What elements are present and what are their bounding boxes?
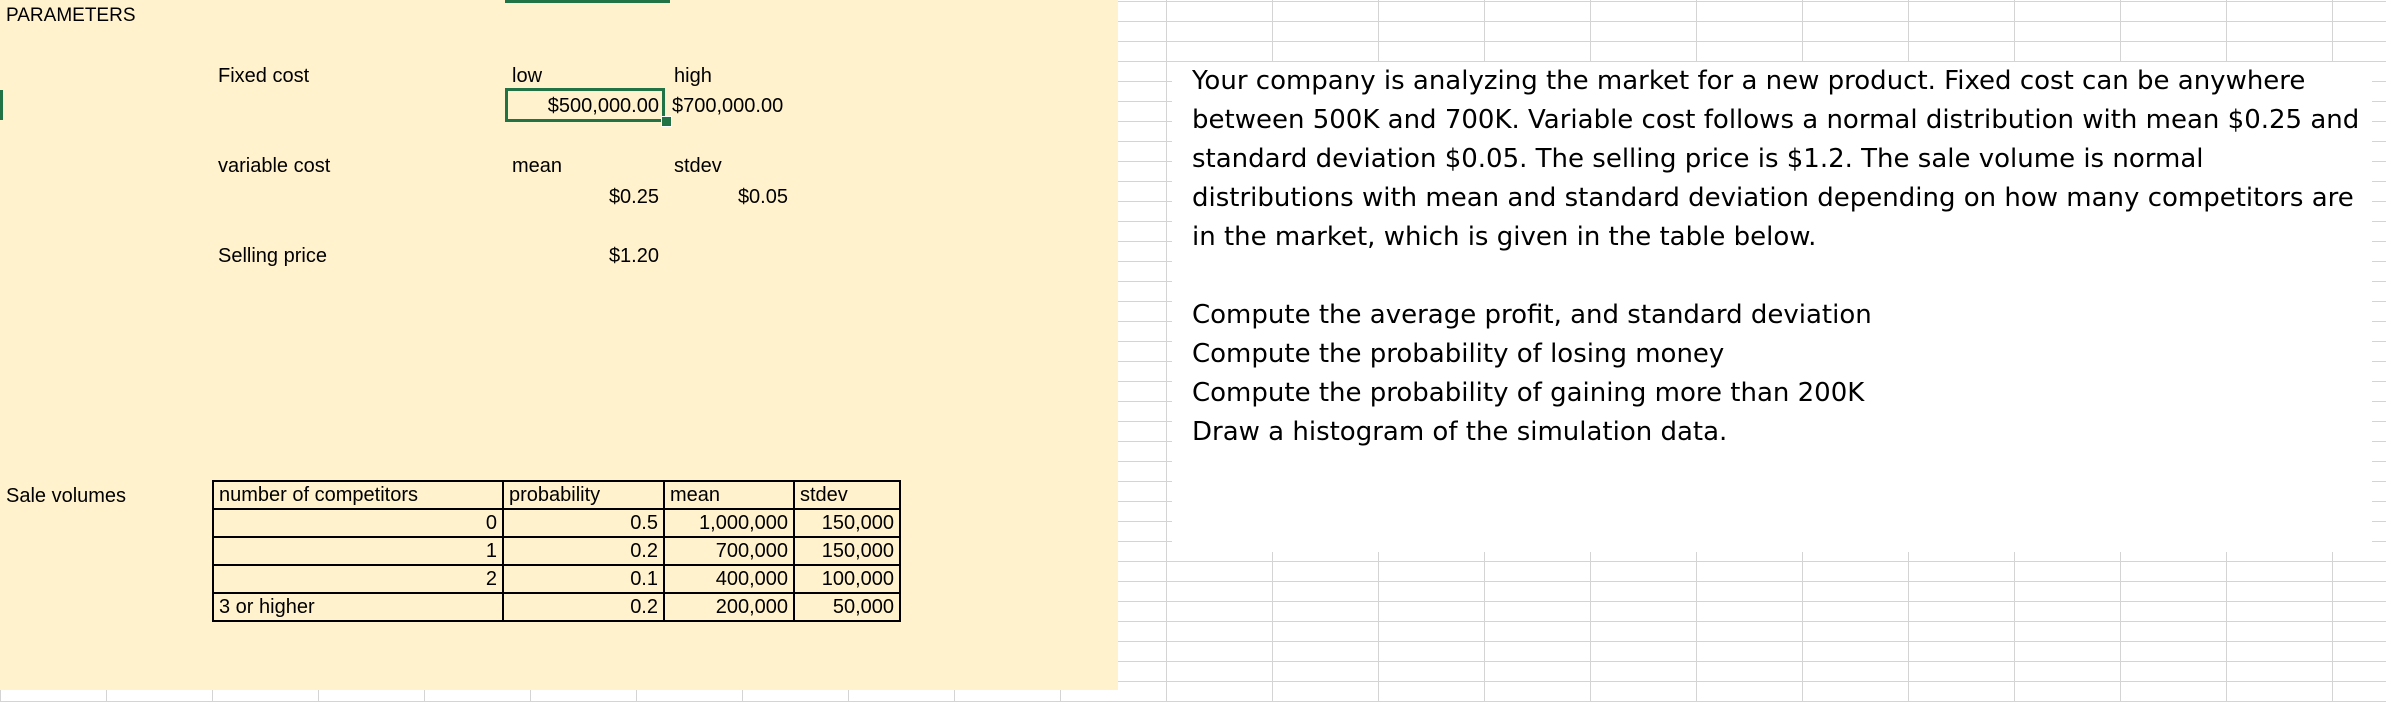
table-row — [213, 593, 900, 621]
competitors-cell[interactable]: 1 — [213, 537, 503, 565]
probability-cell[interactable]: 0.5 — [503, 509, 664, 537]
task-list — [1192, 296, 2372, 452]
stdev-cell[interactable]: 100,000 — [794, 565, 900, 593]
problem-description: Your company is analyzing the market for a new product. Fixed cost can be anywhere between 500K and 700K. Variable cost follows a normal distribution with mean $0.25 and standard deviation $0.05. The selling price is $1.2. The sale volume is normal distributions with mean and standard deviation depending on how many competitors are in the market, which is given in the table below. — [1192, 66, 2360, 252]
probability-cell[interactable]: 0.2 — [503, 593, 664, 621]
header-mean[interactable]: mean — [664, 481, 794, 509]
probability-cell[interactable]: 0.1 — [503, 565, 664, 593]
task-item: Compute the average profit, and standard deviation — [1192, 300, 1872, 330]
task-item: Compute the probability of losing money — [1192, 339, 1725, 369]
competitors-cell[interactable]: 0 — [213, 509, 503, 537]
parameters-header[interactable]: PARAMETERS — [6, 5, 136, 26]
stdev-cell[interactable]: 50,000 — [794, 593, 900, 621]
sale-volumes-table — [212, 480, 901, 622]
competitors-cell[interactable]: 3 or higher — [213, 593, 503, 621]
mean-cell[interactable]: 700,000 — [664, 537, 794, 565]
active-row-indicator — [0, 90, 3, 120]
variable-cost-stdev-label[interactable]: stdev — [674, 155, 722, 177]
task-item: Draw a histogram of the simulation data. — [1192, 417, 1728, 447]
mean-cell[interactable]: 200,000 — [664, 593, 794, 621]
variable-cost-mean-value[interactable]: $0.25 — [608, 186, 659, 208]
table-row — [213, 537, 900, 565]
parameters-region — [0, 0, 1118, 690]
problem-text-box[interactable] — [1172, 62, 2372, 552]
header-stdev[interactable]: stdev — [794, 481, 900, 509]
stdev-cell[interactable]: 150,000 — [794, 537, 900, 565]
table-row — [213, 509, 900, 537]
table-row — [213, 565, 900, 593]
header-probability[interactable]: probability — [503, 481, 664, 509]
mean-cell[interactable]: 400,000 — [664, 565, 794, 593]
fixed-cost-label[interactable]: Fixed cost — [218, 65, 310, 87]
competitors-cell[interactable]: 2 — [213, 565, 503, 593]
task-item: Compute the probability of gaining more than 200K — [1192, 378, 1865, 408]
fill-handle[interactable] — [661, 116, 672, 127]
variable-cost-label[interactable]: variable cost — [218, 155, 331, 177]
selling-price-label[interactable]: Selling price — [218, 245, 327, 267]
sale-volumes-label[interactable]: Sale volumes — [6, 485, 127, 507]
variable-cost-stdev-value[interactable]: $0.05 — [737, 186, 788, 208]
header-competitors[interactable]: number of competitors — [213, 481, 503, 509]
probability-cell[interactable]: 0.2 — [503, 537, 664, 565]
variable-cost-mean-label[interactable]: mean — [512, 155, 563, 177]
paragraph-gap — [1192, 257, 2372, 296]
table-header-row — [213, 481, 900, 509]
mean-cell[interactable]: 1,000,000 — [664, 509, 794, 537]
fixed-cost-high-label[interactable]: high — [674, 65, 712, 87]
fixed-cost-low-label[interactable]: low — [512, 65, 543, 87]
selling-price-value[interactable]: $1.20 — [608, 245, 659, 267]
active-cell-border — [505, 88, 665, 122]
fixed-cost-low-value[interactable]: $500,000.00 — [547, 95, 659, 117]
stdev-cell[interactable]: 150,000 — [794, 509, 900, 537]
fixed-cost-high-value[interactable]: $700,000.00 — [672, 95, 784, 117]
active-column-indicator — [505, 0, 670, 3]
